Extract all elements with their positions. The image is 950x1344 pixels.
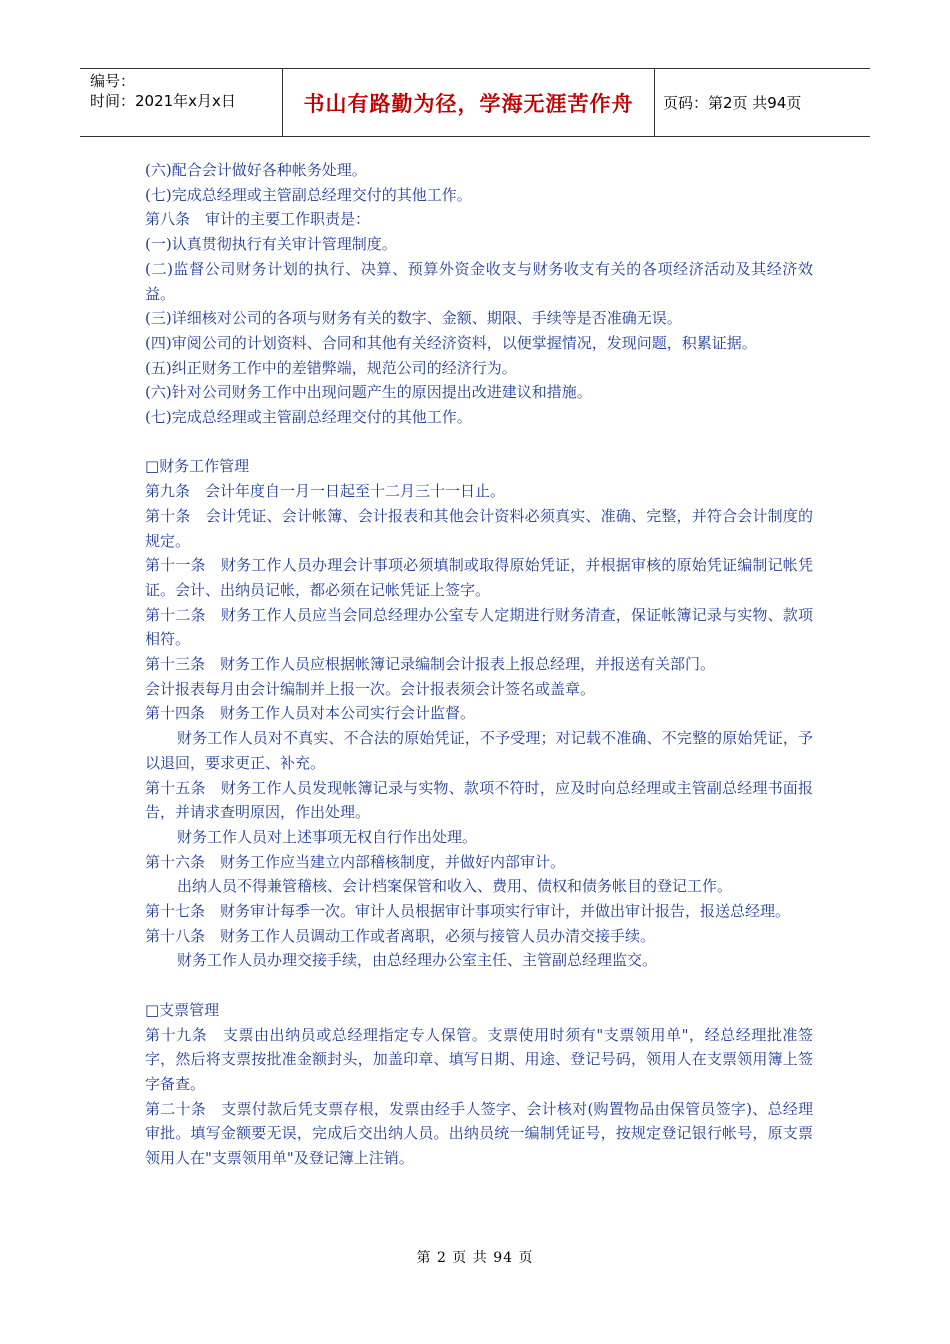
blank-line: [145, 430, 813, 455]
body-paragraph: (一)认真贯彻执行有关审计管理制度。: [145, 235, 397, 254]
page-footer: 第 2 页 共 94 页: [416, 1250, 534, 1266]
body-paragraph: 出纳人员不得兼管稽核、会计档案保管和收入、费用、债权和债务帐目的登记工作。: [177, 877, 733, 896]
document-time: 时间：2021年x月x日: [90, 92, 236, 110]
document-number-label: 编号：: [90, 72, 136, 90]
body-paragraph: 第十一条 财务工作人员办理会计事项必须填制或取得原始凭证，并根据审核的原始凭证编制记帐凭证。会计、出纳员记帐，都必须在记帐凭证上签字。: [145, 556, 813, 599]
body-paragraph: □财务工作管理: [145, 457, 250, 476]
body-paragraph: 第二十条 支票付款后凭支票存根，发票由经手人签字、会计核对(购置物品由保管员签字)、总经理审批。填写金额要无误，完成后交出纳人员。出纳员统一编制凭证号，按规定登记银行帐号，原支票领用人在"支票领用单"及登记簿上注销。: [145, 1099, 813, 1168]
body-paragraph: 第十四条 财务工作人员对本公司实行会计监督。: [145, 704, 476, 723]
header-page-info: 页码：第2页 共94页: [663, 94, 802, 112]
body-paragraph: 第十九条 支票由出纳员或总经理指定专人保管。支票使用时须有"支票领用单"，经总经理批准签字，然后将支票按批准金额封头，加盖印章、填写日期、用途、登记号码，领用人在支票领用簿上签字备查。: [145, 1025, 813, 1093]
body-paragraph: (三)详细核对公司的各项与财务有关的数字、金额、期限、手续等是否准确无误。: [145, 309, 682, 328]
body-paragraph: 第十条 会计凭证、会计帐簿、会计报表和其他会计资料必须真实、准确、完整，并符合会计制度的规定。: [145, 506, 813, 550]
body-paragraph: 第八条 审计的主要工作职责是：: [145, 210, 371, 229]
body-paragraph: 财务工作人员办理交接手续，由总经理办公室主任、主管副总经理监交。: [177, 951, 658, 970]
body-paragraph: 会计报表每月由会计编制并上报一次。会计报表须会计签名或盖章。: [145, 679, 596, 698]
header-meta: [80, 69, 282, 136]
body-paragraph: (七)完成总经理或主管副总经理交付的其他工作。: [145, 185, 472, 204]
blank-line: [145, 973, 813, 998]
body-paragraph: (七)完成总经理或主管副总经理交付的其他工作。: [145, 408, 472, 427]
body-paragraph: (六)配合会计做好各种帐务处理。: [145, 161, 367, 179]
body-paragraph: 第十三条 财务工作人员应根据帐簿记录编制会计报表上报总经理，并报送有关部门。: [145, 655, 716, 674]
body-paragraph: 第九条 会计年度自一月一日起至十二月三十一日止。: [145, 482, 506, 501]
page-header: [80, 68, 870, 137]
body-paragraph: 财务工作人员对不真实、不合法的原始凭证，不予受理；对记载不准确、不完整的原始凭证，予以退回，要求更正、补充。: [145, 729, 813, 772]
body-paragraph: 第十七条 财务审计每季一次。审计人员根据审计事项实行审计，并做出审计报告，报送总经理。: [145, 902, 791, 921]
body-paragraph: (二)监督公司财务计划的执行、决算、预算外资金收支与财务收支有关的各项经济活动及其经济效益。: [145, 259, 813, 303]
body-paragraph: (五)纠正财务工作中的差错弊端，规范公司的经济行为。: [145, 358, 517, 377]
body-paragraph: (四)审阅公司的计划资料、合同和其他有关经济资料，以便掌握情况，发现问题，积累证据。: [145, 333, 757, 352]
body-paragraph: 第十八条 财务工作人员调动工作或者离职，必须与接管人员办清交接手续。: [145, 926, 656, 945]
body-paragraph: □支票管理: [145, 1000, 220, 1019]
body-paragraph: 第十五条 财务工作人员发现帐簿记录与实物、款项不符时，应及时向总经理或主管副总经理书面报告，并请求查明原因，作出处理。: [145, 778, 813, 822]
body-paragraph: 财务工作人员对上述事项无权自行作出处理。: [177, 827, 478, 846]
document-body: [145, 158, 813, 1171]
body-paragraph: (六)针对公司财务工作中出现问题产生的原因提出改进建议和措施。: [145, 383, 592, 402]
header-motto: 书山有路勤为径，学海无涯苦作舟: [282, 69, 655, 136]
body-paragraph: 第十二条 财务工作人员应当会同总经理办公室专人定期进行财务清查，保证帐簿记录与实物、款项相符。: [145, 605, 813, 649]
body-paragraph: 第十六条 财务工作应当建立内部稽核制度，并做好内部审计。: [145, 852, 566, 871]
